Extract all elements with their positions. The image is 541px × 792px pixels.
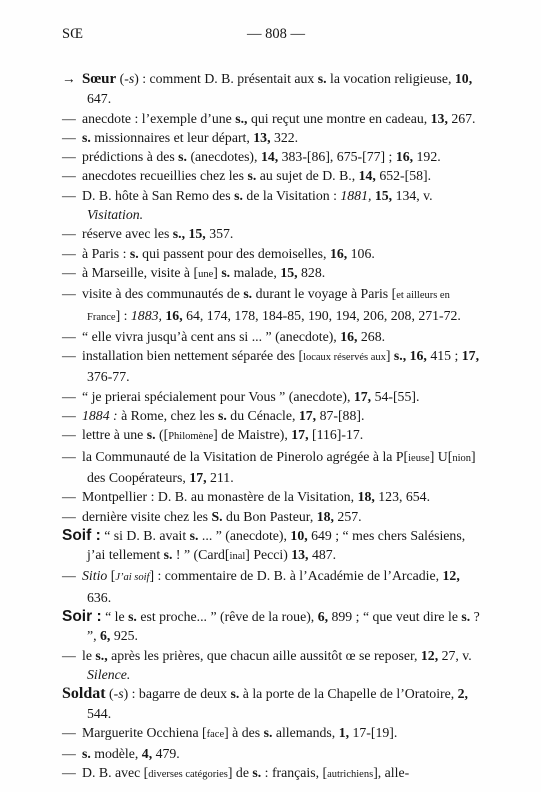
index-entry: — dernière visite chez les S. du Bon Pasteur, 18, 257. bbox=[62, 508, 362, 524]
index-entry: — le s., après les prières, que chacun aille aussitôt œ se reposer, 12, 27, v. Silence. bbox=[62, 647, 472, 682]
index-entry: — anecdotes recueillies chez les s. au sujet de D. B., 14, 652-[58]. bbox=[62, 168, 432, 184]
index-entry: — à Paris : s. qui passent pour des demoiselles, 16, 106. bbox=[62, 245, 375, 261]
index-entry: — s. missionnaires et leur départ, 13, 322. bbox=[62, 129, 299, 145]
index-headword-entry: Soir : “ le s. est proche... ” (rêve de la roue), 6, 899 ; “ que veut dire le s. ? ”, 6, 925. bbox=[62, 608, 480, 644]
index-entry: — “ je prierai spécialement pour Vous ” (anecdote), 17, 54-[55]. bbox=[62, 388, 420, 404]
index-headword-entry: Soif : “ si D. B. avait s. ... ” (anecdote), 10, 649 ; “ mes chers Salésiens, j’ai tellement s. ! ” (Card[inal] Pecci) 13, 487. bbox=[62, 526, 466, 563]
index-entry: — Montpellier : D. B. au monastère de la Visitation, 18, 123, 654. bbox=[62, 489, 431, 505]
index-entry: — Sitio [J’ai soif] : commentaire de D. B. à l’Académie de l’Arcadie, 12, 636. bbox=[62, 568, 460, 605]
index-entry: — 1884 : à Rome, chez les s. du Cénacle, 17, 87-[88]. bbox=[62, 408, 365, 424]
index-entry: — D. B. avec [diverses catégories] de s. : français, [autrichiens], alle- bbox=[62, 765, 410, 781]
running-head: SŒ bbox=[62, 26, 83, 42]
index-entry: — anecdote : l’exemple d’une s., qui reçut une montre en cadeau, 13, 267. bbox=[62, 110, 476, 126]
index-headword-entry: Soldat (-s) : bagarre de deux s. à la porte de la Chapelle de l’Oratoire, 2, 544. bbox=[62, 685, 469, 721]
index-entry: — installation bien nettement séparée des [locaux réservés aux] s., 16, 415 ; 17, 376-77. bbox=[62, 348, 480, 385]
index-entry: — visite à des communautés de s. durant le voyage à Paris [et ailleurs en France] : 1883, 16, 64, 174, 178, 184-85, 190, 194, 206, 208, 271-72. bbox=[62, 286, 461, 323]
index-entry: — la Communauté de la Visitation de Pinerolo agrégée à la P[ieuse] U[nion] des Coopérateurs, 17, 211. bbox=[62, 448, 476, 485]
index-entry: — “ elle vivra jusqu’à cent ans si ... ” (anecdote), 16, 268. bbox=[62, 328, 386, 344]
index-entry: — lettre à une s. ([Philomène] de Maistre), 17, [116]-17. bbox=[62, 427, 364, 443]
index-entry: → Sœur (-s) : comment D. B. présentait aux s. la vocation religieuse, 10, 647. bbox=[62, 71, 473, 107]
index-entry: — D. B. hôte à San Remo des s. de la Visitation : 1881, 15, 134, v. Visitation. bbox=[62, 187, 433, 223]
index-entries bbox=[62, 69, 482, 785]
page-number: — 808 — bbox=[247, 26, 305, 42]
index-entry: — prédictions à des s. (anecdotes), 14, 383-[86], 675-[77] ; 16, 192. bbox=[62, 149, 441, 165]
index-entry: — s. modèle, 4, 479. bbox=[62, 746, 180, 762]
index-entry: — à Marseille, visite à [une] s. malade, 15, 828. bbox=[62, 264, 326, 280]
index-entry: — Marguerite Occhiena [face] à des s. allemands, 1, 17-[19]. bbox=[62, 724, 398, 740]
index-entry: — réserve avec les s., 15, 357. bbox=[62, 226, 234, 242]
